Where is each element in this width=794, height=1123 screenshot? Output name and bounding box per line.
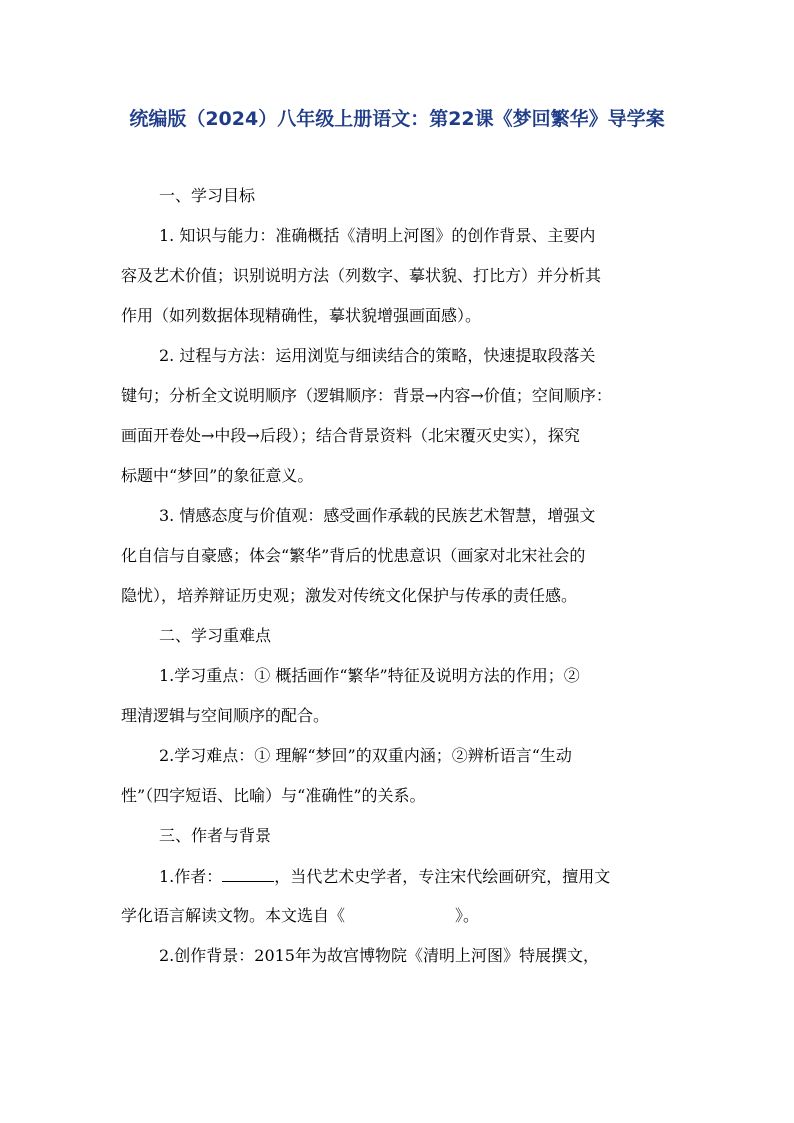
section-heading-key-points: 二、学习重难点 [159, 626, 272, 645]
section-heading-learning-goals: 一、学习目标 [159, 186, 256, 205]
goal-1-line-1: 1. 知识与能力：准确概括《清明上河图》的创作背景、主要内 [159, 226, 596, 245]
document-body [121, 186, 677, 966]
goal-1-line-2: 容及艺术价值；识别说明方法（列数字、摹状貌、打比方）并分析其 [121, 266, 602, 285]
goal-3-line-2: 化自信与自豪感；体会“繁华”背后的忧患意识（画家对北宋社会的 [121, 546, 586, 565]
goal-2-line-3: 画面开卷处→中段→后段）；结合背景资料（北宋覆灭史实），探究 [121, 426, 580, 445]
section-heading-author-background: 三、作者与背景 [159, 826, 272, 845]
goal-3-line-3: 隐忧），培养辩证历史观；激发对传统文化保护与传承的责任感。 [121, 586, 578, 605]
goal-3-line-1: 3. 情感态度与价值观：感受画作承载的民族艺术智慧，增强文 [159, 506, 596, 525]
key-point-line-2: 理清逻辑与空间顺序的配合。 [121, 706, 330, 725]
key-point-line-1: 1.学习重点：① 概括画作“繁华”特征及说明方法的作用；② [159, 666, 580, 685]
goal-1-line-3: 作用（如列数据体现精确性，摹状貌增强画面感）。 [121, 306, 482, 325]
document-title: 统编版（2024）八年级上册语文：第22课《梦回繁华》导学案 [129, 108, 665, 130]
goal-2-line-4: 标题中“梦回”的象征意义。 [121, 466, 314, 485]
source-prefix: 学化语言解读文物。本文选自《 [121, 906, 346, 925]
author-label: 1.作者： [159, 867, 223, 886]
source-suffix: 》。 [455, 906, 480, 925]
goal-2-line-1: 2. 过程与方法：运用浏览与细读结合的策略，快速提取段落关 [159, 346, 596, 365]
difficulty-line-1: 2.学习难点：① 理解“梦回”的双重内涵；②辨析语言“生动 [159, 746, 572, 765]
author-name-blank[interactable] [222, 866, 274, 882]
author-line-2 [121, 906, 677, 926]
difficulty-line-2: 性”（四字短语、比喻）与“准确性”的关系。 [121, 786, 426, 805]
author-description: ，当代艺术史学者，专注宋代绘画研究，擅用文 [274, 867, 611, 886]
goal-2-line-2: 键句；分析全文说明顺序（逻辑顺序：背景→内容→价值；空间顺序： [121, 386, 612, 405]
background-line-1: 2.创作背景：2015年为故宫博物院《清明上河图》特展撰文， [159, 946, 599, 965]
author-line-1 [121, 866, 677, 886]
